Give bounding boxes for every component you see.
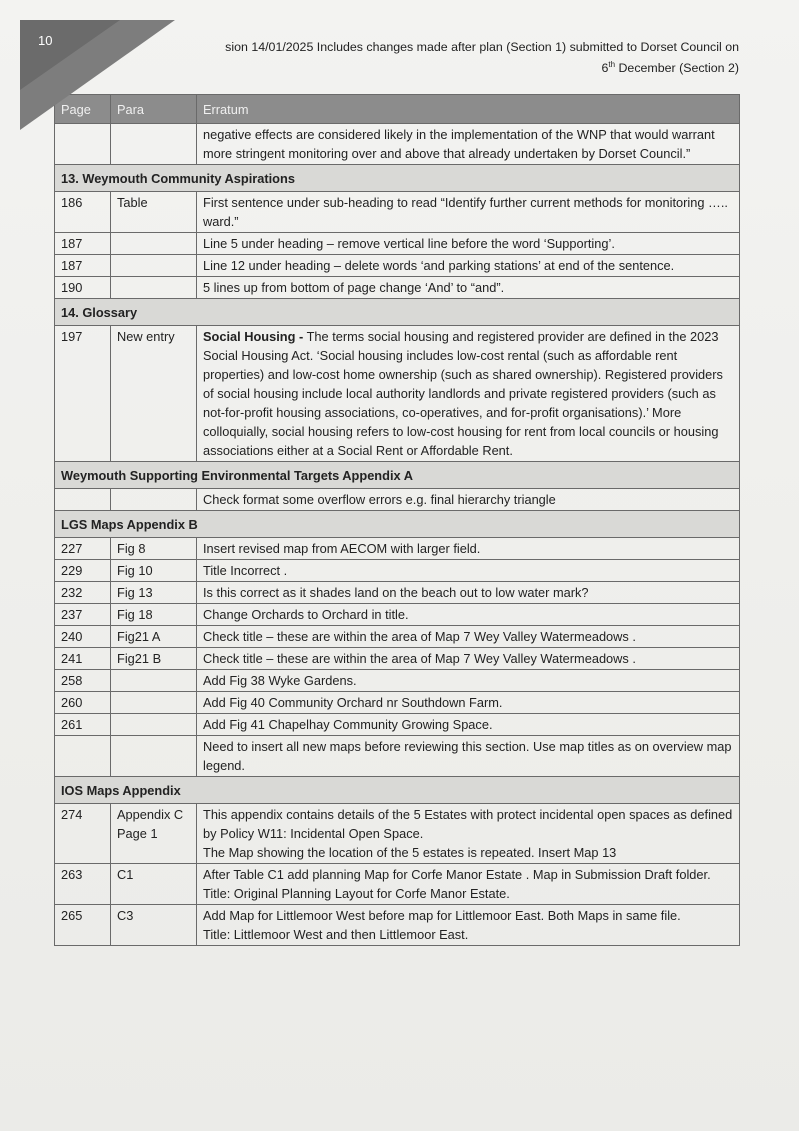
cell-erratum: [197, 905, 740, 946]
cell-page: 261: [55, 714, 111, 736]
cell-erratum: Check title – these are within the area of Map 7 Wey Valley Watermeadows .: [197, 648, 740, 670]
table-row: [55, 192, 740, 233]
cell-page: 274: [55, 804, 111, 864]
cell-erratum: Is this correct as it shades land on the beach out to low water mark?: [197, 582, 740, 604]
cell-page: 229: [55, 560, 111, 582]
cell-erratum: Change Orchards to Orchard in title.: [197, 604, 740, 626]
cell-para: [111, 255, 197, 277]
table-row: [55, 804, 740, 864]
header-day-suffix: th: [608, 60, 616, 69]
section-title: IOS Maps Appendix: [55, 777, 740, 804]
cell-page: 197: [55, 326, 111, 462]
cell-erratum: [197, 804, 740, 864]
table-row: [55, 714, 740, 736]
cell-para: [111, 692, 197, 714]
cell-page: 263: [55, 864, 111, 905]
cell-page: 187: [55, 255, 111, 277]
table-row: [55, 670, 740, 692]
errata-table: [54, 94, 740, 946]
table-row: [55, 489, 740, 511]
erratum-line: Add Map for Littlemoor West before map for Littlemoor East. Both Maps in same file.: [203, 908, 681, 923]
cell-erratum: Line 5 under heading – remove vertical line before the word ‘Supporting’.: [197, 233, 740, 255]
cell-para: Fig 13: [111, 582, 197, 604]
column-header-para: Para: [111, 95, 197, 124]
cell-page: 232: [55, 582, 111, 604]
cell-page: 190: [55, 277, 111, 299]
cell-erratum: First sentence under sub-heading to read “Identify further current methods for monitoring ….. ward.”: [197, 192, 740, 233]
cell-erratum: Insert revised map from AECOM with larger field.: [197, 538, 740, 560]
table-row: [55, 560, 740, 582]
cell-erratum: Add Fig 38 Wyke Gardens.: [197, 670, 740, 692]
table-row: [55, 648, 740, 670]
header-line-2: [139, 56, 739, 77]
cell-para: Table: [111, 192, 197, 233]
table-row: [55, 255, 740, 277]
table-row: [55, 277, 740, 299]
page-header: [139, 38, 739, 77]
table-row: [55, 604, 740, 626]
cell-page: [55, 736, 111, 777]
table-row: [55, 905, 740, 946]
table-row: [55, 692, 740, 714]
cell-page: 265: [55, 905, 111, 946]
cell-para: [111, 277, 197, 299]
table-row: [55, 736, 740, 777]
cell-para: C3: [111, 905, 197, 946]
cell-erratum: Check title – these are within the area of Map 7 Wey Valley Watermeadows .: [197, 626, 740, 648]
cell-erratum: Title Incorrect .: [197, 560, 740, 582]
cell-para: Fig 18: [111, 604, 197, 626]
section-heading-row: [55, 165, 740, 192]
cell-para: C1: [111, 864, 197, 905]
table-row: [55, 538, 740, 560]
cell-page: 186: [55, 192, 111, 233]
section-title: 14. Glossary: [55, 299, 740, 326]
erratum-line: Title: Original Planning Layout for Corfe Manor Estate.: [203, 886, 510, 901]
glossary-definition: The terms social housing and registered provider are defined in the 2023 Social Housing Act. ‘Social housing includes low-cost rental (such as affordable rent properties) and low-cost home ownership (such as shared ownership). Registered providers of social housing include local authority landlords and private registered providers (such as not-for-profit housing associations, co-operatives, and for-profit organisations).’ More colloquially, social housing refers to low-cost housing for rent from local councils or housing associations either at a Social Rent or Affordable Rent.: [203, 329, 723, 458]
section-title: 13. Weymouth Community Aspirations: [55, 165, 740, 192]
table-row: [55, 864, 740, 905]
cell-page: 258: [55, 670, 111, 692]
cell-erratum: Add Fig 40 Community Orchard nr Southdown Farm.: [197, 692, 740, 714]
table-row: [55, 626, 740, 648]
cell-page: 187: [55, 233, 111, 255]
table-row: [55, 326, 740, 462]
cell-para: [111, 714, 197, 736]
cell-erratum: Need to insert all new maps before reviewing this section. Use map titles as on overview map legend.: [197, 736, 740, 777]
erratum-line: The Map showing the location of the 5 estates is repeated. Insert Map 13: [203, 845, 617, 860]
cell-erratum: Add Fig 41 Chapelhay Community Growing Space.: [197, 714, 740, 736]
cell-para: Appendix C Page 1: [111, 804, 197, 864]
cell-erratum: Check format some overflow errors e.g. final hierarchy triangle: [197, 489, 740, 511]
cell-para: New entry: [111, 326, 197, 462]
cell-erratum: negative effects are considered likely in the implementation of the WNP that would warrant more stringent monitoring over and above that already undertaken by Dorset Council.”: [197, 124, 740, 165]
cell-page: 237: [55, 604, 111, 626]
cell-erratum: Line 12 under heading – delete words ‘and parking stations’ at end of the sentence.: [197, 255, 740, 277]
table-row: [55, 582, 740, 604]
cell-erratum: [197, 326, 740, 462]
section-title: Weymouth Supporting Environmental Targets Appendix A: [55, 462, 740, 489]
section-heading-row: [55, 299, 740, 326]
cell-para: [111, 670, 197, 692]
cell-para: Fig 8: [111, 538, 197, 560]
cell-erratum: [197, 864, 740, 905]
page-number: 10: [38, 33, 53, 48]
section-title: LGS Maps Appendix B: [55, 511, 740, 538]
section-heading-row: [55, 462, 740, 489]
cell-erratum: 5 lines up from bottom of page change ‘And’ to “and”.: [197, 277, 740, 299]
column-header-erratum: Erratum: [197, 95, 740, 124]
erratum-line: This appendix contains details of the 5 Estates with protect incidental open spaces as defined by Policy W11: Incidental Open Space.: [203, 807, 733, 841]
glossary-term: Social Housing -: [203, 329, 304, 344]
cell-para: [111, 736, 197, 777]
cell-para: [111, 489, 197, 511]
header-line-1: sion 14/01/2025 Includes changes made after plan (Section 1) submitted to Dorset Council on: [225, 40, 739, 54]
cell-page: 227: [55, 538, 111, 560]
erratum-line: After Table C1 add planning Map for Corfe Manor Estate . Map in Submission Draft folder.: [203, 867, 711, 882]
cell-para: Fig21 A: [111, 626, 197, 648]
cell-page: 241: [55, 648, 111, 670]
table-row: [55, 233, 740, 255]
cell-page: [55, 489, 111, 511]
column-header-page: Page: [55, 95, 111, 124]
header-month: December (Section 2): [615, 61, 739, 76]
cell-para: Fig 10: [111, 560, 197, 582]
section-heading-row: [55, 511, 740, 538]
cell-para: [111, 233, 197, 255]
section-heading-row: [55, 777, 740, 804]
cell-page: 240: [55, 626, 111, 648]
erratum-line: Title: Littlemoor West and then Littlemoor East.: [203, 927, 469, 942]
cell-para: Fig21 B: [111, 648, 197, 670]
header-day: 6: [601, 61, 609, 76]
cell-page: 260: [55, 692, 111, 714]
